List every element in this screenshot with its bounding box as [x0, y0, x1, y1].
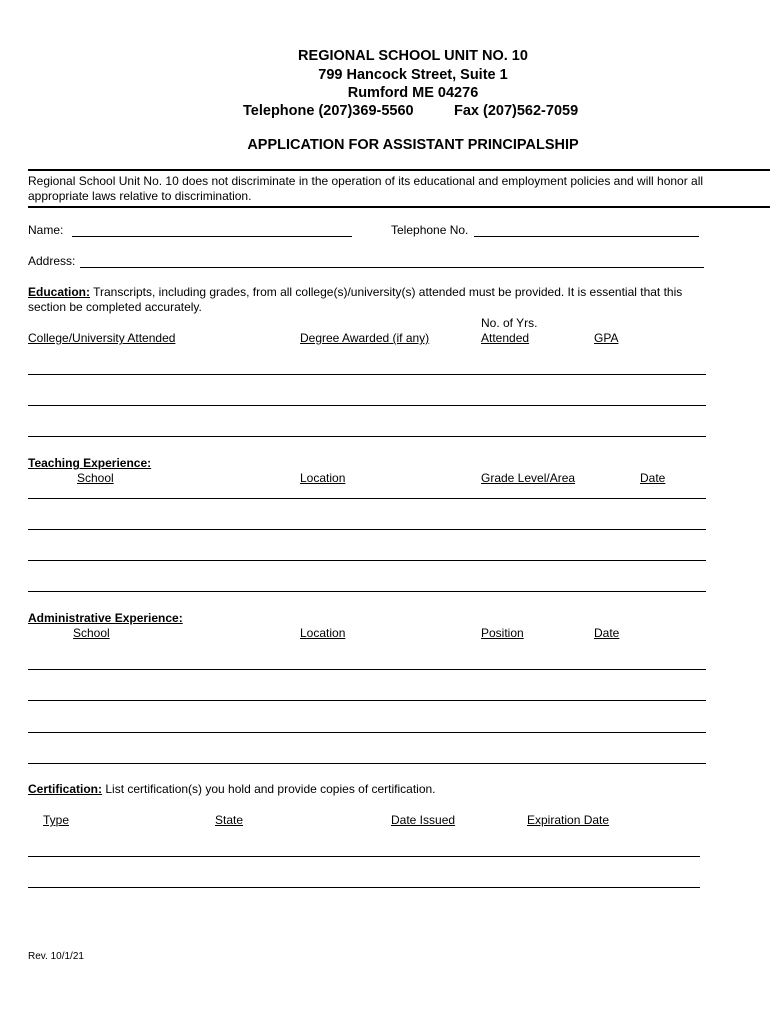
education-row-line[interactable] — [28, 405, 706, 406]
admin-row-line[interactable] — [28, 669, 706, 670]
top-divider — [28, 169, 770, 171]
cert-row-line[interactable] — [28, 856, 700, 857]
telephone-number: Telephone (207)369-5560 — [243, 103, 414, 119]
teaching-row-line[interactable] — [28, 498, 706, 499]
telephone-label: Telephone No. — [391, 223, 469, 237]
col-college: College/University Attended — [28, 331, 176, 345]
name-field[interactable] — [72, 236, 352, 237]
education-note-1: Transcripts, including grades, from all college(s)/university(s) attended must be provided. It is essential that this — [90, 285, 683, 299]
col-years-line-2: Attended — [481, 331, 530, 345]
education-row-line[interactable] — [28, 436, 706, 437]
form-title: APPLICATION FOR ASSISTANT PRINCIPALSHIP — [247, 137, 579, 153]
disclaimer-line-1: Regional School Unit No. 10 does not discriminate in the operation of its educational and employment policies and will honor all — [28, 174, 704, 188]
address-field[interactable] — [80, 267, 704, 268]
cert-col-state: State — [215, 813, 244, 827]
admin-heading: Administrative Experience: — [28, 611, 183, 625]
fax-number: Fax (207)562-7059 — [454, 103, 579, 119]
teaching-row-line[interactable] — [28, 591, 706, 592]
col-years-line-1: No. of Yrs. — [481, 316, 538, 330]
col-degree: Degree Awarded (if any) — [300, 331, 430, 345]
revision-date: Rev. 10/1/21 — [28, 951, 84, 962]
education-heading: Education: — [28, 285, 90, 299]
teaching-col-date: Date — [640, 471, 666, 485]
admin-col-school: School — [73, 626, 110, 640]
telephone-field[interactable] — [474, 236, 699, 237]
teaching-col-grade: Grade Level/Area — [481, 471, 576, 485]
admin-row-line[interactable] — [28, 700, 706, 701]
certification-note: List certification(s) you hold and provide copies of certification. — [102, 782, 436, 796]
cert-col-expiration: Expiration Date — [527, 813, 610, 827]
education-intro — [28, 285, 682, 299]
teaching-col-school: School — [77, 471, 114, 485]
org-name: REGIONAL SCHOOL UNIT NO. 10 — [298, 48, 528, 64]
certification-heading: Certification: — [28, 782, 103, 796]
teaching-heading: Teaching Experience: — [28, 456, 152, 470]
disclaimer-line-2: appropriate laws relative to discrimination. — [28, 189, 252, 203]
certification-intro — [28, 782, 436, 796]
admin-col-location: Location — [300, 626, 346, 640]
cert-col-type: Type — [43, 813, 70, 827]
col-gpa: GPA — [594, 331, 619, 345]
admin-row-line[interactable] — [28, 732, 706, 733]
education-row-line[interactable] — [28, 374, 706, 375]
teaching-col-location: Location — [300, 471, 346, 485]
disclaimer-divider — [28, 206, 770, 208]
education-note-2: section be completed accurately. — [28, 300, 202, 314]
admin-row-line[interactable] — [28, 763, 706, 764]
teaching-row-line[interactable] — [28, 560, 706, 561]
name-label: Name: — [28, 223, 64, 237]
admin-col-date: Date — [594, 626, 620, 640]
admin-col-position: Position — [481, 626, 524, 640]
cert-row-line[interactable] — [28, 887, 700, 888]
teaching-row-line[interactable] — [28, 529, 706, 530]
street-address: 799 Hancock Street, Suite 1 — [318, 67, 508, 83]
address-label: Address: — [28, 254, 76, 268]
cert-col-issued: Date Issued — [391, 813, 456, 827]
city-state-zip: Rumford ME 04276 — [347, 85, 479, 101]
